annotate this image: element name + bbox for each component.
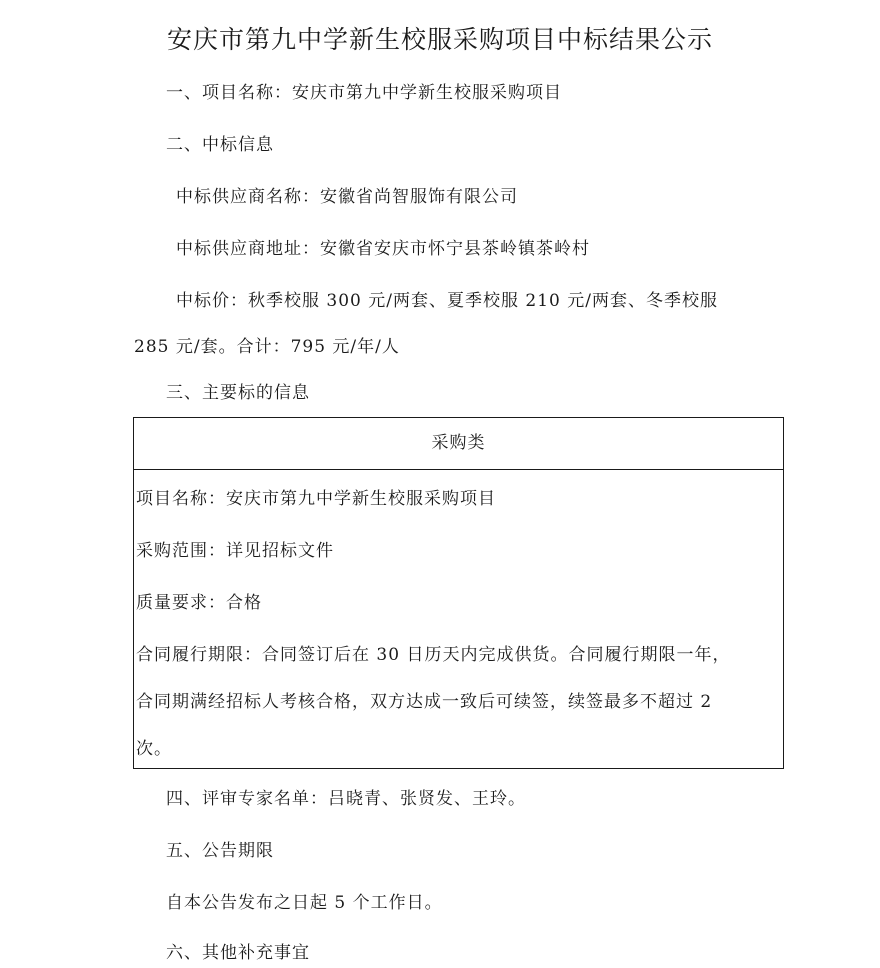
notice-period-text: 自本公告发布之日起 5 个工作日。 bbox=[166, 893, 443, 913]
other-matters-heading: 六、其他补充事宜 bbox=[166, 943, 310, 963]
document-title: 安庆市第九中学新生校服采购项目中标结果公示 bbox=[166, 25, 713, 54]
table-row-quality: 质量要求：合格 bbox=[136, 593, 262, 613]
supplier-address-line: 中标供应商地址：安徽省安庆市怀宁县茶岭镇茶岭村 bbox=[176, 239, 590, 259]
table-row-contract-period-1: 合同履行期限：合同签订后在 30 日历天内完成供货。合同履行期限一年， bbox=[136, 645, 731, 665]
project-name-line: 一、项目名称：安庆市第九中学新生校服采购项目 bbox=[166, 83, 562, 103]
notice-period-heading: 五、公告期限 bbox=[166, 841, 274, 861]
subject-info-table bbox=[133, 417, 784, 769]
main-subject-heading: 三、主要标的信息 bbox=[166, 383, 310, 403]
table-row-scope: 采购范围：详见招标文件 bbox=[136, 541, 334, 561]
award-price-line-2: 285 元/套。合计：795 元/年/人 bbox=[134, 337, 400, 357]
table-row-contract-period-2: 合同期满经招标人考核合格，双方达成一致后可续签，续签最多不超过 2 bbox=[136, 692, 713, 712]
table-row-project-name: 项目名称：安庆市第九中学新生校服采购项目 bbox=[136, 489, 496, 509]
expert-list-line: 四、评审专家名单：吕晓青、张贤发、王玲。 bbox=[166, 789, 526, 809]
supplier-name-line: 中标供应商名称：安徽省尚智服饰有限公司 bbox=[176, 187, 518, 207]
table-header: 采购类 bbox=[134, 418, 783, 470]
award-price-line-1: 中标价：秋季校服 300 元/两套、夏季校服 210 元/两套、冬季校服 bbox=[176, 291, 718, 311]
table-row-contract-period-3: 次。 bbox=[136, 739, 172, 759]
award-info-heading: 二、中标信息 bbox=[166, 135, 274, 155]
